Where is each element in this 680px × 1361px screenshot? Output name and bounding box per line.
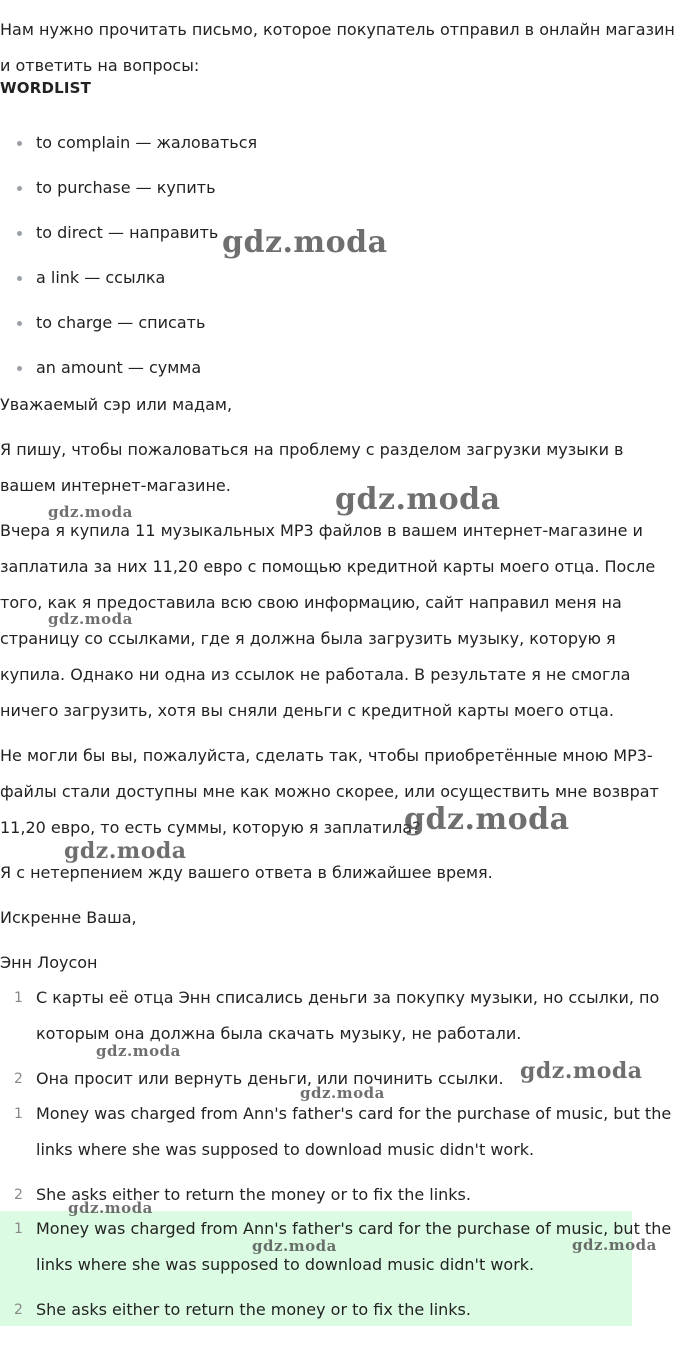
bullet-icon xyxy=(17,186,22,191)
bullet-icon xyxy=(17,321,22,326)
letter-greeting: Уважаемый сэр или мадам, xyxy=(0,395,233,414)
wordlist-item xyxy=(0,305,257,350)
letter-paragraph: Я пишу, чтобы пожаловаться на проблему с разделом загрузки музыки в вашем интернет-магазине. xyxy=(0,440,624,495)
answer-text: С карты её отца Энн списались деньги за покупку музыки, но ссылки, по которым она должна была скачать музыку, не работали. xyxy=(36,988,660,1043)
watermark: gdz.moda xyxy=(300,1084,385,1102)
watermark: gdz.moda xyxy=(68,1199,153,1217)
bullet-icon xyxy=(17,276,22,281)
letter-closing: Искренне Ваша, xyxy=(0,908,137,927)
answer-number: 1 xyxy=(14,1106,23,1122)
answer-item xyxy=(0,1292,676,1328)
wordlist-item-text: an amount — сумма xyxy=(36,358,202,377)
wordlist-item xyxy=(0,125,257,170)
bullet-icon xyxy=(17,141,22,146)
answer-text: Она просит или вернуть деньги, или починить ссылки. xyxy=(36,1069,504,1088)
watermark: gdz.moda xyxy=(520,1058,643,1084)
answer-number: 1 xyxy=(14,1221,23,1237)
watermark: gdz.moda xyxy=(404,802,570,837)
wordlist-item-text: a link — ссылка xyxy=(36,268,166,287)
watermark: gdz.moda xyxy=(335,482,501,517)
answer-number: 2 xyxy=(14,1302,23,1318)
watermark: gdz.moda xyxy=(48,503,133,521)
letter-signature-name: Энн Лоусон xyxy=(0,953,98,972)
answers-english xyxy=(0,1096,676,1213)
answer-number: 2 xyxy=(14,1187,23,1203)
watermark: gdz.moda xyxy=(48,610,133,628)
watermark: gdz.moda xyxy=(572,1236,657,1254)
wordlist-item xyxy=(0,170,257,215)
bullet-icon xyxy=(17,231,22,236)
answer-text: She asks either to return the money or to fix the links. xyxy=(36,1185,471,1204)
answer-item xyxy=(0,1096,676,1177)
watermark: gdz.moda xyxy=(252,1237,337,1255)
wordlist-item-text: to complain — жаловаться xyxy=(36,133,258,152)
letter-paragraph: Я с нетерпением жду вашего ответа в ближайшее время. xyxy=(0,863,493,882)
wordlist-item-text: to purchase — купить xyxy=(36,178,216,197)
answer-number: 1 xyxy=(14,990,23,1006)
bullet-icon xyxy=(17,366,22,371)
wordlist-item xyxy=(0,260,257,305)
answer-text: Money was charged from Ann's father's card for the purchase of music, but the links where she was supposed to download music didn't work. xyxy=(36,1219,672,1274)
letter-paragraph: Не могли бы вы, пожалуйста, сделать так, чтобы приобретённые мною MP3-файлы стали доступны мне как можно скорее, или осуществить мне возврат 11,20 евро, то есть суммы, которую я заплатила? xyxy=(0,746,659,837)
watermark: gdz.moda xyxy=(222,225,388,260)
answers-highlighted xyxy=(0,1211,676,1328)
answer-text: Money was charged from Ann's father's card for the purchase of music, but the links where she was supposed to download music didn't work. xyxy=(36,1104,672,1159)
watermark: gdz.moda xyxy=(64,838,187,864)
wordlist-item xyxy=(0,215,257,260)
answer-text: She asks either to return the money or to fix the links. xyxy=(36,1300,471,1319)
answer-number: 2 xyxy=(14,1071,23,1087)
wordlist xyxy=(0,125,257,395)
wordlist-item-text: to direct — направить xyxy=(36,223,219,242)
wordlist-item-text: to charge — списать xyxy=(36,313,206,332)
letter-paragraph: Вчера я купила 11 музыкальных MP3 файлов в вашем интернет-магазине и заплатила за них 11,20 евро с помощью кредитной карты моего отца. После того, как я предоставила всю свою информацию, сайт направил меня на страницу со ссылками, где я должна была загрузить музыку, которую я купила. Однако ни одна из ссылок не работала. В результате я не смогла ничего загрузить, хотя вы сняли деньги с кредитной карты моего отца. xyxy=(0,521,656,720)
watermark: gdz.moda xyxy=(96,1042,181,1060)
wordlist-title: WORDLIST xyxy=(0,79,92,97)
intro-text: Нам нужно прочитать письмо, которое покупатель отправил в онлайн магазин и ответить на вопросы: xyxy=(0,20,675,75)
